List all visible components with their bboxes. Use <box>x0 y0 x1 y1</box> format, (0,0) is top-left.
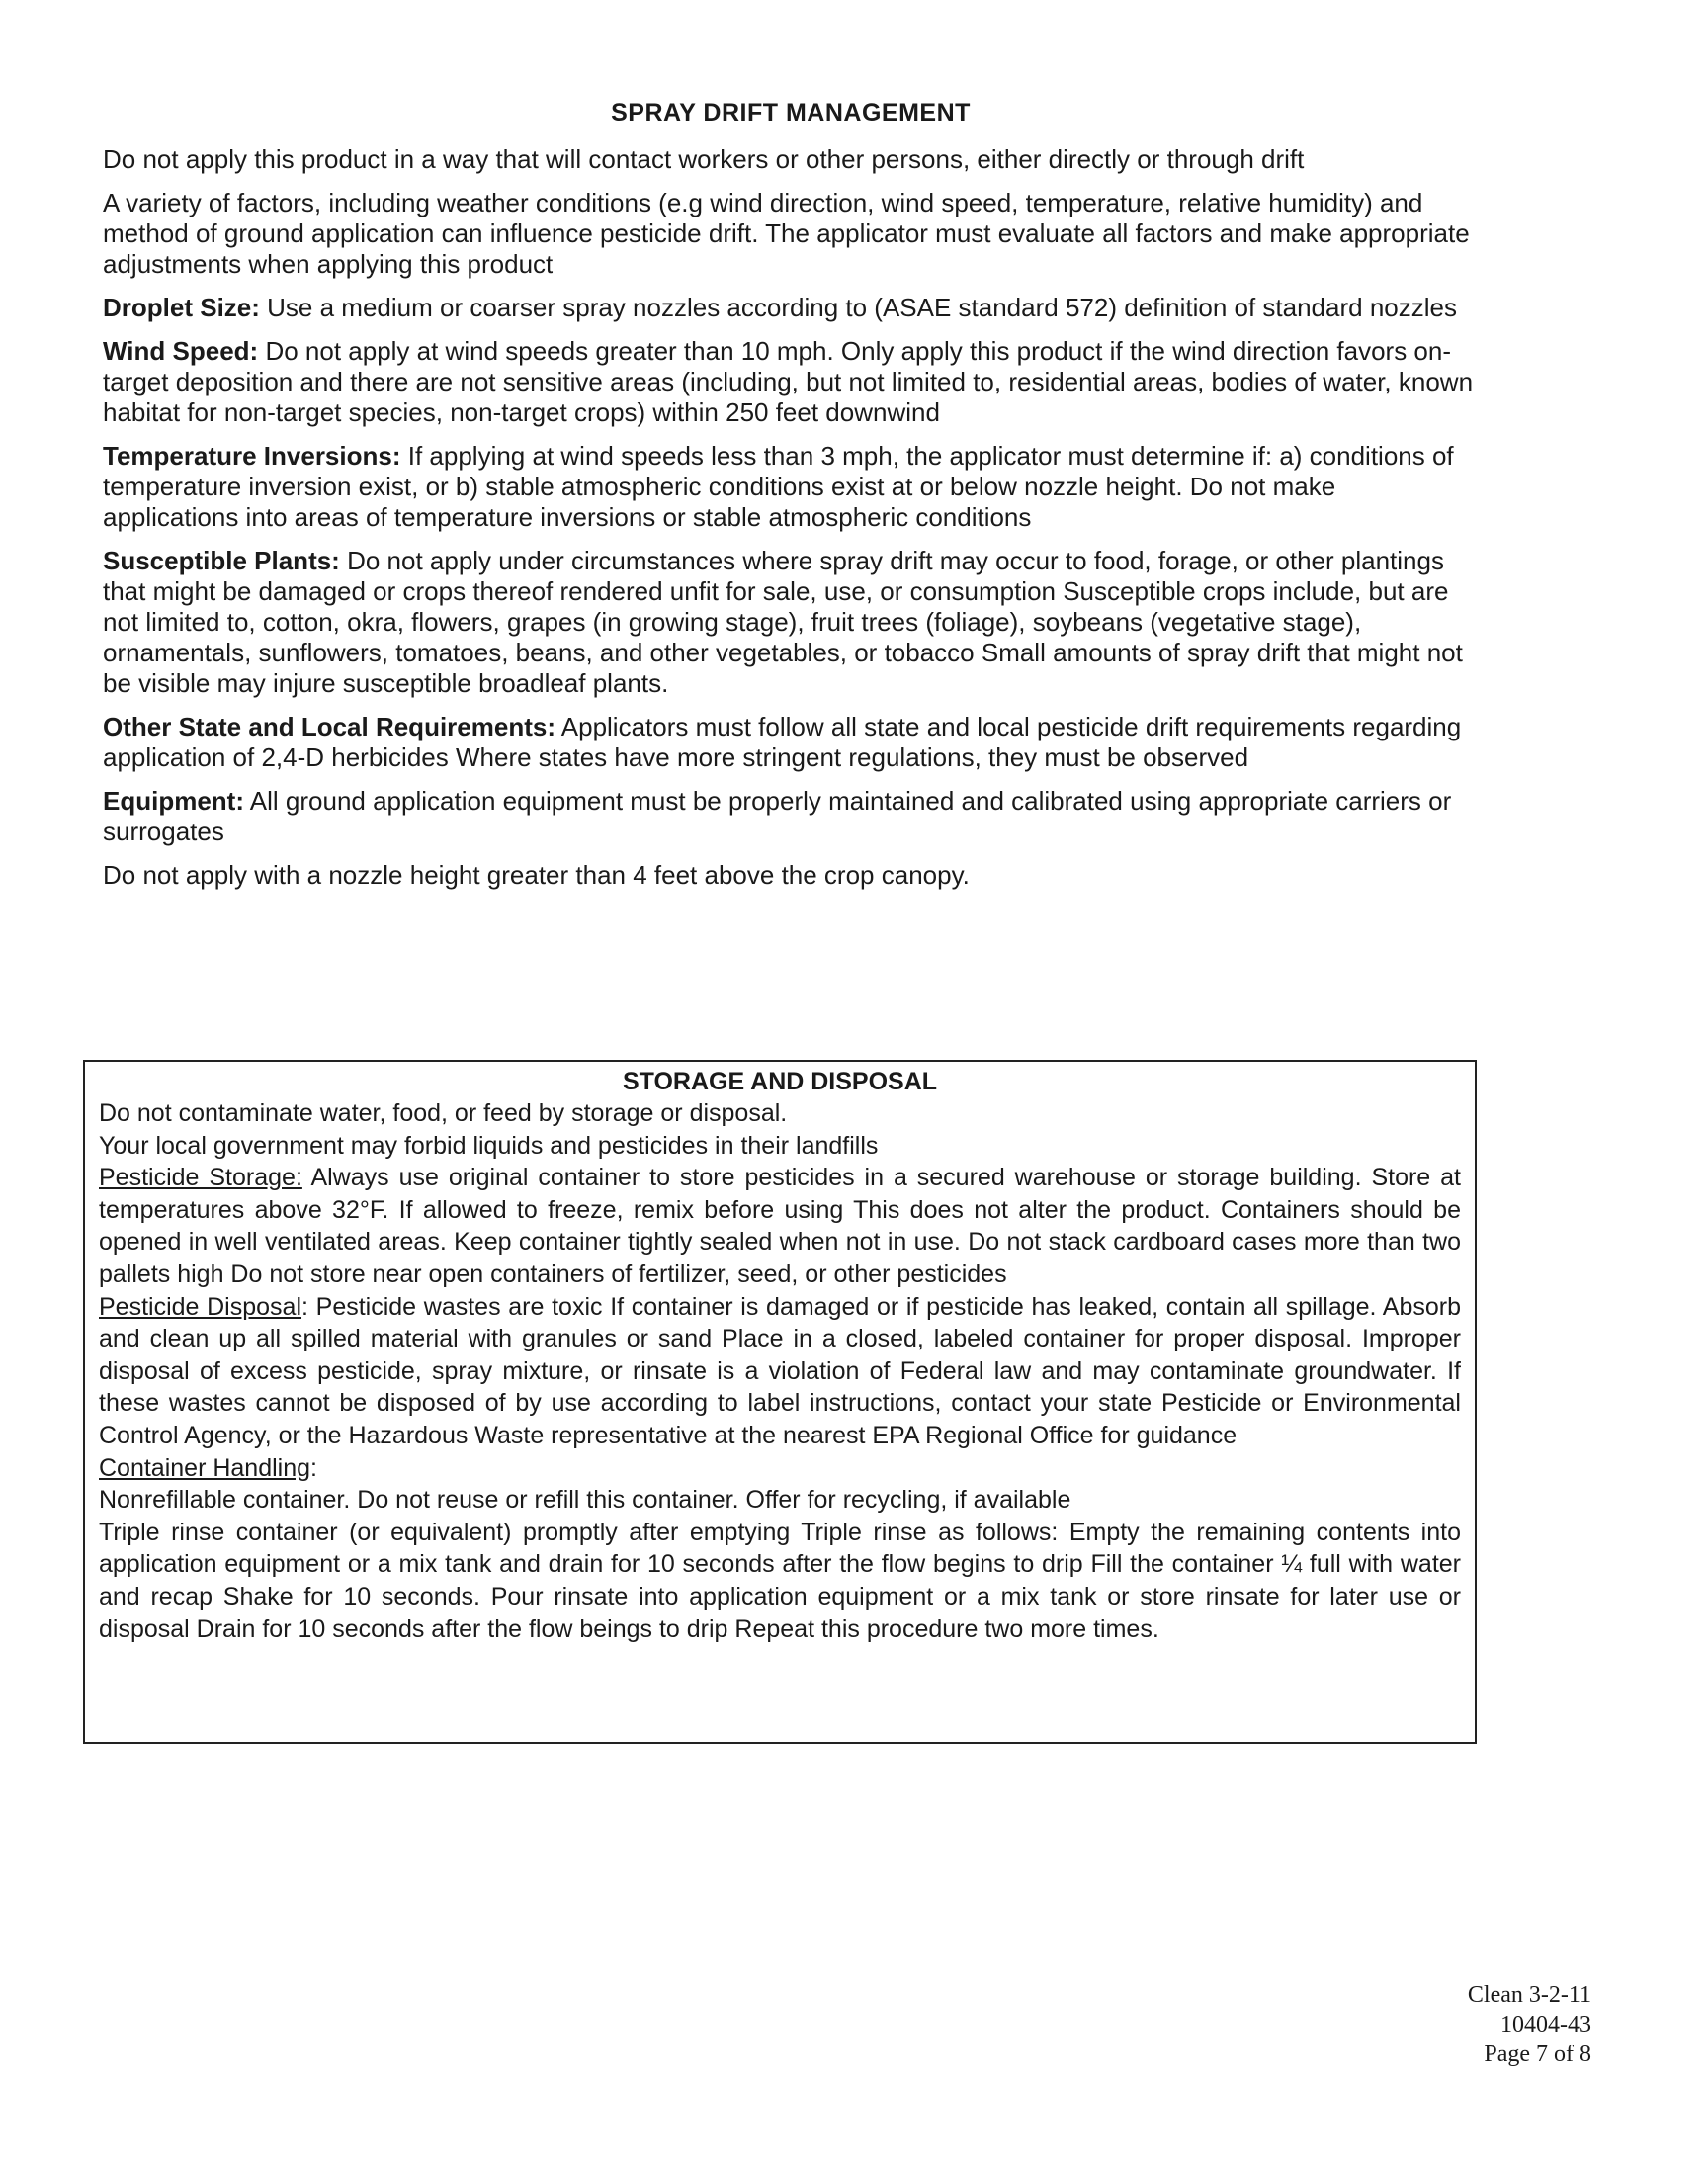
nonrefillable-paragraph: Nonrefillable container. Do not reuse or refill this container. Offer for recycling, if available <box>99 1486 1071 1515</box>
temperature-inversions-paragraph <box>103 441 1477 533</box>
droplet-size-text: Use a medium or coarser spray nozzles according to (ASAE standard 572) definition of standard nozzles <box>259 293 1457 322</box>
container-handling-colon: : <box>310 1453 317 1482</box>
storage-line-landfills: Your local government may forbid liquids and pesticides in their landfills <box>99 1131 879 1160</box>
storage-disposal-title: STORAGE AND DISPOSAL <box>622 1068 938 1095</box>
spray-drift-section <box>103 144 1477 904</box>
equipment-text: All ground application equipment must be properly maintained and calibrated using appropriate carriers or surrogates <box>103 786 1452 846</box>
temperature-inversions-label: Temperature Inversions: <box>103 441 401 471</box>
droplet-size-label: Droplet Size: <box>103 293 260 322</box>
revision-label: Clean 3-2-11 <box>1467 1982 1591 2008</box>
spray-drift-title: SPRAY DRIFT MANAGEMENT <box>611 99 971 127</box>
nozzle-height-paragraph: Do not apply with a nozzle height greater than 4 feet above the crop canopy. <box>103 860 970 890</box>
wind-speed-text: Do not apply at wind speeds greater than 10 mph. Only apply this product if the wind direction favors on-target deposition and there are not sensitive areas (including, but not limited to, residential areas, bodies of water, known habitat for non-target species, non-target crops) within 250 feet downwind <box>103 336 1474 427</box>
container-handling-heading: Container Handling <box>99 1453 311 1482</box>
pesticide-storage-text: Always use original container to store pesticides in a secured warehouse or storage building. Store at temperatures above 32°F. If allowed to freeze, remix before using This does not alter the product. Containers should be opened in well ventilated areas. Keep container tightly sealed when not in use. Do not stack cardboard cases more than two pallets high Do not store near open containers of fertilizer, seed, or other pesticides <box>99 1164 1461 1288</box>
storage-disposal-box <box>83 1060 1477 1744</box>
droplet-size-paragraph <box>103 293 1477 323</box>
wind-speed-label: Wind Speed: <box>103 336 259 366</box>
drift-intro-factors: A variety of factors, including weather conditions (e.g wind direction, wind speed, temperature, relative humidity) and method of ground application can influence pesticide drift. The applicator must evaluate all factors and make appropriate adjustments when applying this product <box>103 188 1470 279</box>
equipment-paragraph <box>103 786 1477 847</box>
state-local-text: Applicators must follow all state and local pesticide drift requirements regarding application of 2,4-D herbicides Where states have more stringent regulations, they must be observed <box>103 712 1462 772</box>
equipment-label: Equipment: <box>103 786 244 816</box>
page-footer <box>1468 1980 1591 2069</box>
drift-intro-contact: Do not apply this product in a way that will contact workers or other persons, either directly or through drift <box>103 144 1305 174</box>
pesticide-storage-heading: Pesticide Storage: <box>99 1164 302 1192</box>
storage-line-contaminate: Do not contaminate water, food, or feed by storage or disposal. <box>99 1099 788 1127</box>
pesticide-storage-paragraph <box>99 1162 1461 1290</box>
state-local-paragraph <box>103 712 1477 773</box>
triple-rinse-paragraph: Triple rinse container (or equivalent) promptly after emptying Triple rinse as follows: Empty the remaining contents into application equipment or a mix tank and drain for 10 seconds after the flow begins to drip Fill the container ¼ full with water and recap Shake for 10 seconds. Pour rinsate into application equipment or a mix tank or store rinsate for later use or disposal Drain for 10 seconds after the flow beings to drip Repeat this procedure two more times. <box>99 1518 1461 1643</box>
susceptible-plants-paragraph <box>103 546 1477 699</box>
susceptible-plants-label: Susceptible Plants: <box>103 546 340 575</box>
wind-speed-paragraph <box>103 336 1477 428</box>
temperature-inversions-text: If applying at wind speeds less than 3 mph, the applicator must determine if: a) conditions of temperature inversion exist, or b) stable atmospheric conditions exist at or below nozzle height. Do not make applications into areas of temperature inversions or stable atmospheric conditions <box>103 441 1454 532</box>
susceptible-plants-text: Do not apply under circumstances where spray drift may occur to food, forage, or other plantings that might be damaged or crops thereof rendered unfit for sale, use, or consumption Susceptible crops include, but are not limited to, cotton, okra, flowers, grapes (in growing stage), fruit trees (foliage), soybeans (vegetative stage), ornamentals, sunflowers, tomatoes, beans, and other vegetables, or tobacco Small amounts of spray drift that might not be visible may injure susceptible broadleaf plants. <box>103 546 1463 698</box>
state-local-label: Other State and Local Requirements: <box>103 712 555 741</box>
container-handling-heading-line <box>99 1452 1461 1485</box>
pesticide-disposal-text: : Pesticide wastes are toxic If container is damaged or if pesticide has leaked, contain all spillage. Absorb and clean up all spilled material with granules or sand Place in a closed, labeled container for proper disposal. Improper disposal of excess pesticide, spray mixture, or rinsate is a violation of Federal law and may contaminate groundwater. If these wastes cannot be disposed of by use according to label instructions, contact your state Pesticide or Environmental Control Agency, or the Hazardous Waste representative at the nearest EPA Regional Office for guidance <box>99 1292 1461 1449</box>
page-number: Page 7 of 8 <box>1484 2042 1591 2067</box>
pesticide-disposal-heading: Pesticide Disposal <box>99 1292 302 1321</box>
pesticide-disposal-paragraph <box>99 1291 1461 1452</box>
registration-number: 10404-43 <box>1500 2012 1591 2038</box>
